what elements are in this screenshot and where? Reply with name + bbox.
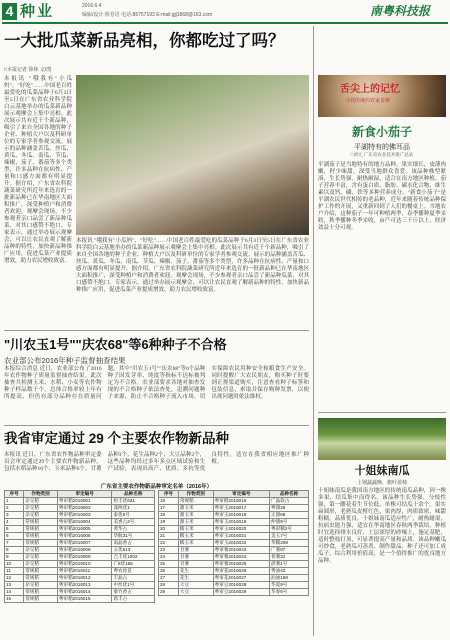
lead-headline: 一大批瓜菜新品亮相，你都吃过了吗？ [4,32,285,50]
lead-body-bottom: 本报讯 "哦我有"小瓜妈"、"好吃"……中国老百姓最爱吃的瓜菜品种于6月3日至5日在广东省农业科学院白云基地举办的瓜菜新品种展示观摩会上集中亮相。此次展示共有近千个新品种，吸引了来自全国各地的种子企业、种植大户以及科研单位的专家学者参观交流。展示的品种涵盖苦瓜、丝瓜、黄瓜、冬瓜、南瓜、节瓜、辣椒、茄子、番茄等多个类型，许多品种在抗病性、产量和口感方面都有明显提升。据介绍，广东省农科院蔬菜研究所近年来选育的一批新品种已在华南地区大面积推广，深受种植户和消费者欢迎。观摩会现场，不少参观者亲口品尝了新品种瓜菜，对其口感赞不绝口。专家表示，通过举办展示观摩会，可以让农民直观了解新品种的特性，加快新品种推广应用，促进瓜菜产业提质增效，助力农民增收致富。 [76,238,309,293]
table-cell: 深两优1 [112,505,155,512]
feature-subtitle: 平湖特有的佛耳品 [354,144,410,151]
table-cell: 粤审玉2016022 [213,540,269,547]
table-cell: 粤审花2016026 [213,568,269,575]
table-cell: 粤审稻2016016 [213,498,269,505]
table-cell: 28 [159,582,179,589]
table-cell: 甜玉米 [178,505,213,512]
table-cell: 甘薯 [178,554,213,561]
section-divider-trial [4,425,309,426]
table-cell: 中丝优1号 [112,582,155,589]
trial-body: 本报讯 近日，广东省农作物品种审定委员会审定通过29个主要农作物新品种，包括水稻品种16个、玉米品种6个、甘薯品种3个、花生品种2个、大豆品种2个，这些品种均经过多年多点区域试验和生产试验，表现出高产、优质、多抗等优良特性，适宜在我省相应地区推广种植。 [4,452,309,472]
table-cell: 杂交稻 [24,547,58,554]
table-cell: 甜玉米 [178,512,213,519]
issue-date: 2016.6.4 [82,3,102,9]
table-cell: 6 [5,533,24,540]
table-cell: 杂交稻 [24,561,58,568]
table-cell: 恒丰优631 [112,498,155,505]
table-cell: 10 [5,561,24,568]
table-header-cell: 作物类别 [178,491,213,498]
variety-table-right [158,490,309,596]
table-row [5,561,155,568]
table-cell: 粤审玉2016019 [213,519,269,526]
table-cell: 粤审豆2016028 [213,582,269,589]
table-row [159,561,309,568]
table-cell: 23 [159,547,179,554]
table-cell: 糯玉米 [178,540,213,547]
table-cell: 仲甜9号 [270,519,309,526]
table-cell: 粤审稻2016001 [57,498,112,505]
fruit-byline: 上钢蔬蔬晚、旗叶盈柿 [356,480,407,486]
table-cell: 大豆 [178,589,213,596]
table-cell: 甘薯 [178,561,213,568]
table-cell: 糯玉米 [178,526,213,533]
table-cell: 美香占2号 [112,519,155,526]
table-cell: 吉丰优1002 [112,554,155,561]
table-cell: 粤审稻2016004 [57,519,112,526]
table-cell: 常规稻 [24,540,58,547]
trial-table-title: 广东省主要农作物新品种审定名单（2016年） [100,484,213,490]
table-row [5,575,155,582]
table-cell: 粤审稻2016008 [57,547,112,554]
table-row [5,589,155,596]
table-row [159,505,309,512]
table-cell: 常规稻 [24,526,58,533]
table-cell: 粤甜28 [270,505,309,512]
table-row [159,568,309,575]
table-cell: 15 [5,596,24,603]
table-row [159,498,309,505]
table-cell: 常规稻 [24,589,58,596]
lead-photo [76,75,309,235]
table-cell: 粤审薯2016023 [213,547,269,554]
table-header-cell: 序号 [5,491,24,498]
section-title: 种业 [20,3,55,20]
table-row [5,596,155,603]
table-header-cell: 品种名称 [270,491,309,498]
table-row [159,526,309,533]
variety-table-left [4,490,155,603]
table-row [5,582,155,589]
table-row [159,512,309,519]
table-cell: 杂交稻 [24,554,58,561]
table-cell: 汕油188 [270,575,309,582]
table-cell: 广晶软占 [270,498,309,505]
table-cell: 甜玉米 [178,519,213,526]
table-cell: 粤审稻2016011 [57,568,112,575]
table-cell: 黄华占 [112,526,155,533]
table-cell: 17 [159,505,179,512]
table-cell: 湛薯1号 [270,561,309,568]
table-cell: 粤审玉2016018 [213,512,269,519]
header-rule [2,22,448,24]
table-cell: 杂交稻 [24,512,58,519]
table-cell: 粤农丝苗 [112,568,155,575]
editor-line: 编辑/设计:蔡卷语 电话:86757193 E-mail:gjj1868@163.com [82,12,213,18]
table-cell: 粤审稻2016006 [57,533,112,540]
seed-headline: "川农玉1号""庆农68"等6种种子不合格 [4,337,227,352]
table-row [159,547,309,554]
table-cell: 粤彩糯2号 [270,526,309,533]
section-divider-right [318,412,446,413]
table-cell: 2 [5,505,24,512]
table-cell: 粤审薯2016025 [213,561,269,568]
table-cell: 甘薯 [178,547,213,554]
table-row [5,533,155,540]
fruit-photo [318,418,446,460]
table-cell: 泰优5号 [112,512,155,519]
table-row [5,519,155,526]
table-cell: 美玉7号 [270,533,309,540]
table-cell: 广8优165 [112,561,155,568]
feature-tag: 舌尖上的记忆 [340,84,400,95]
table-cell: 粤审玉2016021 [213,533,269,540]
lead-body-left: 本报讯 "哦我有"小瓜妈"、"好吃"……中国老百姓最爱吃的瓜菜品种于6月3日至5日在广东省农业科学院白云基地举办的瓜菜新品种展示观摩会上集中亮相。此次展示共有近千个新品种，吸引了来自全国各地的种子企业、种植大户以及科研单位的专家学者参观交流。展示的品种涵盖苦瓜、丝瓜、黄瓜、冬瓜、南瓜、节瓜、辣椒、茄子、番茄等多个类型，许多品种在抗病性、产量和口感方面都有明显提升。据介绍，广东省农科院蔬菜研究所近年来选育的一批新品种已在华南地区大面积推广，深受种植户和消费者欢迎。观摩会现场，不少参观者亲口品尝了新品种瓜菜，对其口感赞不绝口。专家表示，通过举办展示观摩会，可以让农民直观了解新品种的特性，加快新品种推广应用，促进瓜菜产业提质增效，助力农民增收致富。 [4,76,72,264]
table-cell: 粤审稻2016007 [57,540,112,547]
trial-headline: 我省审定通过 29 个主要农作物新品种 [4,431,230,446]
table-row [5,505,155,512]
table-cell: 18 [159,512,179,519]
table-cell: 1 [5,498,24,505]
table-cell: 7 [5,540,24,547]
table-cell: 粤审薯2016024 [213,554,269,561]
table-cell: 粤审稻2016012 [57,575,112,582]
table-row [5,547,155,554]
table-cell: 16 [159,498,179,505]
table-cell: 花生 [178,568,213,575]
table-cell: 13 [5,582,24,589]
table-cell: 粤审稻2016014 [57,589,112,596]
table-cell: 11 [5,568,24,575]
column-divider [313,26,314,636]
table-cell: 14 [5,589,24,596]
lead-byline: □本报记者 徐林 文/图 [4,67,52,73]
table-cell: 常规稻 [178,498,213,505]
table-cell: 29 [159,589,179,596]
table-cell: 9 [5,554,24,561]
table-cell: 粤审玉2016020 [213,526,269,533]
table-header-cell: 审定编号 [213,491,269,498]
table-cell: 糯玉米 [178,533,213,540]
table-cell: 五优613 [112,547,155,554]
table-cell: 20 [159,526,179,533]
table-cell: 花生 [178,575,213,582]
table-header-cell: 品种名称 [112,491,155,498]
table-row [159,519,309,526]
fruit-body: 十姐妹南瓜是我国南方地区的传统南瓜品种，因一株多果、结瓜集中而得名。该品种生长势强，分枝性强，第一雌花着生节位低，单株可结瓜十余个。果实扁圆形，老熟瓜皮橙红色，果肉厚，肉质致密，味甜粉糯，品质优良。十姐妹南瓜适应性广，耐热耐湿，抗病虫能力强，适宜在华南地区春秋两季栽培。种植时宜选择排水良好、土层深厚的砂壤土，施足基肥，适时整枝打顶，可显著提高产量和品质。该品种嫩瓜可炒食，老熟瓜可蒸煮、制作甜品，种子还可加工成瓜子，综合利用价值高，是一个值得推广的优良地方品种。 [318,488,446,564]
table-cell: 粤审豆2016029 [213,589,269,596]
feature-byline: □刘元 广东省农业技术推广总站 [350,152,414,157]
table-row [5,568,155,575]
table-row [5,540,155,547]
table-header-cell: 作物类别 [24,491,58,498]
masthead: 南粤科技报 [370,4,431,18]
table-row [159,582,309,589]
table-cell: 4 [5,519,24,526]
table-cell: 丰晶占 [112,575,155,582]
table-cell: 3 [5,512,24,519]
table-row [159,554,309,561]
table-cell: 19 [159,519,179,526]
table-cell: 粤审稻2016013 [57,582,112,589]
table-cell: 25 [159,561,179,568]
table-cell: 常规稻 [24,568,58,575]
table-cell: 杂交稻 [24,582,58,589]
table-row [159,533,309,540]
table-cell: 粤审稻2016015 [57,596,112,603]
table-row [5,554,155,561]
table-cell: 普薯32 [270,554,309,561]
table-cell: 华春6号 [270,589,309,596]
table-cell: 26 [159,568,179,575]
table-cell: 杂交稻 [24,498,58,505]
table-cell: 粤审玉2016017 [213,505,269,512]
table-cell: 22 [159,540,179,547]
table-header-cell: 序号 [159,491,179,498]
table-cell: 常规稻 [24,533,58,540]
feature-headline: 新食小茄子 [351,125,412,139]
table-row [5,526,155,533]
table-cell: 粤审稻2016005 [57,526,112,533]
table-cell: 8 [5,547,24,554]
seed-subhead: 农业部公布2016年种子监督抽查结果 [4,356,126,365]
table-cell: 粤审花2016027 [213,575,269,582]
seed-body: 本报综合消息 近日，农业部公布了2016年农作物种子质量监督抽查结果。此次抽查共检测玉米、水稻、小麦等农作物种子样品数千个，总体合格率较上年有所提高，但仍有部分品种存在质量问题。其中"川农玉1号""庆农68"等6个品种种子因发芽率、纯度等指标不达标被判定为不合格。农业部要求各地对抽查发现的不合格种子依法查处，追溯问题种子来源，防止不合格种子流入市场，切实保障农民用种安全和粮食生产安全。同时提醒广大农民朋友，购买种子时要到正规渠道购买，注意查看种子标签和包装信息，索取并保存购种发票，以便出现问题时依法维权。 [4,366,309,400]
table-cell: 粤油43 [270,568,309,575]
table-cell: 广薯87 [270,547,309,554]
table-header-cell: 审定编号 [57,491,112,498]
table-cell: 5 [5,526,24,533]
table-cell: 24 [159,554,179,561]
table-cell: 常规稻 [24,519,58,526]
table-cell: 华糯208 [270,540,309,547]
table-cell: 象竹香占 [112,589,155,596]
table-cell: 常规稻 [24,575,58,582]
table-cell: 常规稻 [24,596,58,603]
fruit-headline: 十姐妹南瓜 [354,465,410,477]
table-cell: 大豆 [178,582,213,589]
table-row [159,540,309,547]
table-cell: 12 [5,575,24,582]
table-cell: 华夏9号 [270,582,309,589]
table-cell: 华航31号 [112,533,155,540]
table-cell: 杂交稻 [24,505,58,512]
feature-body: 平湖茄子是当地特有的地方品种，果实细长，皮薄肉嫩，籽少味甜，深受当地群众喜爱。该品种株型紧凑，生长势强，耐热耐湿，适合在南方地区种植。茄子营养丰富，含有蛋白质、脂肪、碳水化合物、维生素以及钙、磷、铁等多种营养成分。"新食小茄子"是平湖农民世代相传的老品种，近年来随着传统品种保护工作的开展，又重新回到了人们的餐桌上。当地农户介绍，这种茄子一年可种植两季，春季播种夏季采收，秋季播种冬季采收，亩产可达三千斤以上，经济效益十分可观。 [318,162,446,231]
page-number: 4 [5,3,14,19]
table-cell: 正甜68 [270,512,309,519]
table-cell: 南晶香占 [112,540,155,547]
feature-tag-sub: 寻找传统的农家食种 [345,98,391,104]
table-cell: 粤审稻2016002 [57,505,112,512]
table-cell: 粤审稻2016009 [57,554,112,561]
table-cell: 21 [159,533,179,540]
section-divider-seed [4,330,309,331]
table-row [5,512,155,519]
table-cell: 粤审稻2016003 [57,512,112,519]
table-cell: 新丰占 [112,596,155,603]
table-row [159,575,309,582]
table-cell: 27 [159,575,179,582]
table-row [5,498,155,505]
table-cell: 粤审稻2016010 [57,561,112,568]
table-row [159,589,309,596]
